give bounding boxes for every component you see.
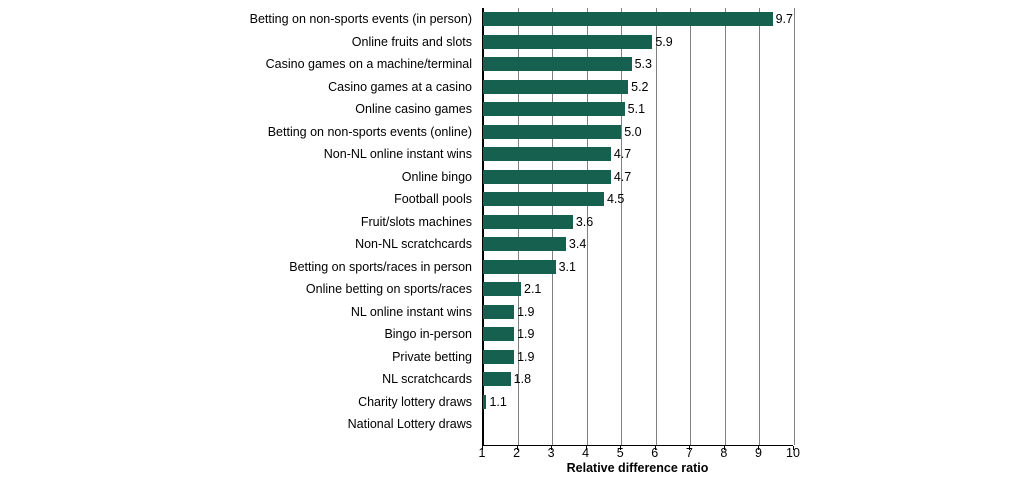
category-label: Betting on non-sports events (in person) [249, 12, 472, 27]
bar-value-label: 4.5 [606, 192, 625, 206]
bar [483, 102, 625, 116]
bar [483, 192, 604, 206]
category-label: Casino games on a machine/terminal [265, 57, 472, 72]
category-label: Non-NL online instant wins [323, 147, 472, 162]
bar-value-label: 3.6 [575, 214, 594, 229]
bar-value-label: 9.7 [775, 12, 793, 26]
category-axis-labels [0, 8, 478, 445]
bar-row [483, 188, 793, 211]
bar [483, 57, 632, 71]
bar-row [483, 368, 793, 391]
bar [483, 327, 514, 341]
bar-value-label: 5.9 [655, 34, 673, 49]
bar-row [483, 31, 793, 54]
bar-rows [483, 8, 793, 445]
bar-value-label: 5.2 [631, 79, 649, 94]
bar-value-label: 1.9 [517, 327, 535, 341]
bar-row [483, 346, 793, 369]
category-label: Casino games at a casino [328, 79, 472, 94]
bar-value-label: 1.9 [517, 304, 535, 319]
x-tick-label: 5 [616, 446, 624, 460]
bar [483, 305, 514, 319]
category-label: Football pools [394, 192, 472, 207]
category-label: Bingo in-person [384, 327, 472, 342]
bar [483, 282, 521, 296]
x-tick-label: 2 [513, 446, 521, 460]
gridline [794, 8, 795, 445]
bar-row [483, 8, 793, 31]
bar-row [483, 98, 793, 121]
bar-row [483, 278, 793, 301]
category-label: Non-NL scratchcards [355, 237, 472, 252]
bar-row [483, 76, 793, 99]
bar-row [483, 413, 793, 436]
bar-row [483, 143, 793, 166]
bar [483, 80, 628, 94]
category-label: Online bingo [401, 169, 472, 184]
bar [483, 147, 611, 161]
bar-value-label: 1.9 [517, 349, 535, 364]
category-label: Betting on non-sports events (online) [267, 124, 472, 139]
bar [483, 215, 573, 229]
bar-row [483, 166, 793, 189]
bar-value-label: 2.1 [524, 282, 542, 296]
category-label: NL scratchcards [382, 372, 472, 387]
bar [483, 395, 486, 409]
x-tick-label: 4 [582, 446, 590, 460]
bar-row [483, 301, 793, 324]
x-tick-label: 10 [786, 446, 800, 460]
bar [483, 125, 621, 139]
bar [483, 350, 514, 364]
x-tick-label: 3 [547, 446, 555, 460]
category-label: Online casino games [355, 102, 472, 117]
category-label: Betting on sports/races in person [289, 259, 472, 274]
x-tick-label: 6 [651, 446, 659, 460]
plot-area [482, 8, 793, 445]
bar-value-label: 5.1 [627, 102, 646, 116]
bar [483, 35, 652, 49]
bar [483, 12, 773, 26]
bar-row [483, 391, 793, 414]
bar-row [483, 323, 793, 346]
category-label: Private betting [392, 349, 472, 364]
x-axis-title: Relative difference ratio [566, 461, 709, 475]
bar-row [483, 211, 793, 234]
bar [483, 372, 511, 386]
x-axis-ticks [478, 446, 800, 462]
bar-value-label: 4.7 [613, 169, 632, 184]
bar-row [483, 121, 793, 144]
bar-value-label: 3.1 [558, 259, 576, 274]
category-label: National Lottery draws [347, 417, 472, 432]
bar-row [483, 233, 793, 256]
x-tick-label: 9 [754, 446, 762, 460]
bar [483, 237, 566, 251]
x-tick-label: 7 [685, 446, 693, 460]
category-label: Charity lottery draws [358, 394, 472, 409]
category-label: Online fruits and slots [351, 34, 472, 49]
bar-value-label: 3.4 [568, 237, 587, 251]
bar-row [483, 53, 793, 76]
bar-value-label: 4.7 [613, 147, 632, 161]
bar-row [483, 256, 793, 279]
bar-value-label: 1.8 [513, 372, 532, 386]
x-tick-label: 1 [478, 446, 486, 460]
bar-value-label: 1.1 [489, 394, 507, 409]
category-label: Fruit/slots machines [360, 214, 472, 229]
category-label: NL online instant wins [350, 304, 472, 319]
bar [483, 260, 556, 274]
bar [483, 170, 611, 184]
category-label: Online betting on sports/races [305, 282, 472, 297]
bar-value-label: 5.3 [634, 57, 652, 71]
x-tick-label: 8 [720, 446, 728, 460]
bar-value-label: 5.0 [624, 124, 642, 139]
